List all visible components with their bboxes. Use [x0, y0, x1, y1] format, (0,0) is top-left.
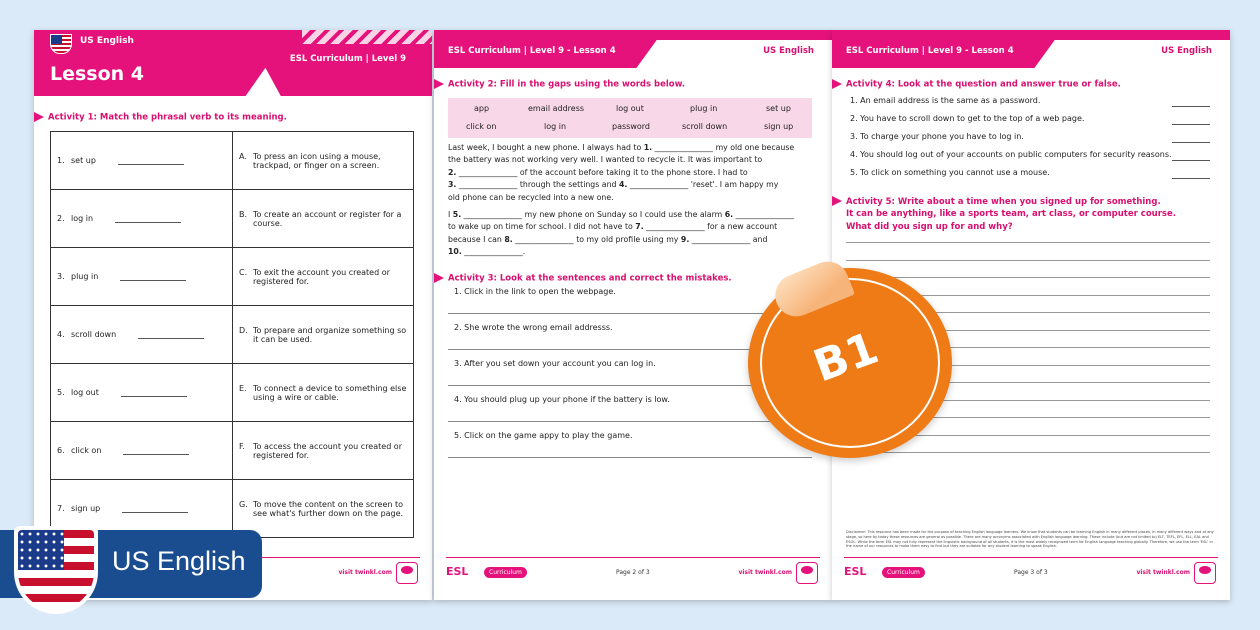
phrasal-verb-cell	[51, 306, 233, 364]
word-bank-item: log in	[544, 122, 567, 131]
word-bank-item: email address	[528, 104, 585, 113]
table-row	[51, 132, 414, 190]
footer-divider	[446, 557, 820, 558]
answer-line[interactable]	[122, 512, 188, 513]
definition-letter: B.	[239, 209, 248, 219]
item-number: 5.	[57, 388, 65, 397]
definition-cell	[233, 480, 414, 538]
triangle-bullet-icon	[34, 112, 44, 122]
item-number: 1.	[57, 156, 65, 165]
answer-line[interactable]	[448, 457, 812, 458]
definition-cell	[233, 248, 414, 306]
answer-line[interactable]	[120, 280, 186, 281]
activity-2-heading: Activity 2: Fill in the gaps using the words below.	[434, 79, 685, 90]
phrasal-verb: click on	[71, 446, 102, 455]
phrasal-verb-cell	[51, 132, 233, 190]
definition-text: To exit the account you created or registered for.	[253, 267, 390, 286]
page-number: Page 2 of 3	[616, 569, 650, 576]
header-stripes	[302, 30, 432, 44]
answer-line[interactable]	[448, 421, 812, 422]
phrasal-verb: log out	[71, 388, 99, 397]
table-row	[51, 364, 414, 422]
phrasal-verb-cell	[51, 248, 233, 306]
level-badge-text: B1	[807, 322, 885, 393]
table-row	[51, 422, 414, 480]
activity-1-heading: Activity 1: Match the phrasal verb to its meaning.	[34, 112, 287, 123]
word-bank-item: scroll down	[682, 122, 728, 131]
phrasal-verb: sign up	[71, 504, 101, 513]
definition-cell	[233, 422, 414, 480]
definition-cell	[233, 190, 414, 248]
definition-letter: D.	[239, 325, 248, 335]
activity-5-heading: Activity 5: Write about a time when you signed up for something. It can be anything, like a sports team, art class, or computer course. What did you sign up for and why?	[846, 197, 1176, 232]
answer-line[interactable]	[1172, 142, 1210, 143]
footer-url[interactable]: visit twinkl.com	[738, 569, 792, 576]
activity-3-heading: Activity 3: Look at the sentences and correct the mistakes.	[434, 273, 732, 284]
definition-text: To press an icon using a mouse, trackpad, or finger on a screen.	[253, 151, 381, 170]
answer-line[interactable]	[118, 164, 184, 165]
language-label: US English	[80, 36, 134, 46]
writing-line[interactable]	[846, 277, 1210, 278]
curriculum-pill: Curriculum	[484, 567, 527, 578]
triangle-bullet-icon	[434, 79, 444, 89]
item-number: 7.	[57, 504, 65, 513]
triangle-bullet-icon	[832, 79, 842, 89]
word-bank-item: set up	[766, 104, 791, 113]
item-number: 3.	[57, 272, 65, 281]
item-number: 6.	[57, 446, 65, 455]
phrasal-verb-cell	[51, 422, 233, 480]
disclaimer-text: Disclaimer: This resource has been made for the purpose of teaching English language learners. We know that students can be learning English in many different places, in many different ways and at any stage, so here by today these resources are general as possible. There are many acronyms associated with English language learning. These include (but are not limited to) ELT, TEFL, EFL, ELL, EAL and ESOL. While the term ESL may not fully represent the linguistic background of all students, it is the most widely recognized term for English language teaching globally. Therefore, we use the term 'ESL' in the name of our resources to make them easy to find but they are suitable for any student learning to speak English.	[846, 530, 1214, 549]
definition-letter: A.	[239, 151, 247, 161]
statement-item: 2. You have to scroll down to get to the top of a web page.	[850, 114, 1085, 123]
statement-item: 5. To click on something you cannot use a mouse.	[850, 168, 1050, 177]
sentence-item: 5. Click on the game appy to play the game.	[454, 431, 633, 440]
definition-cell	[233, 306, 414, 364]
definition-cell	[233, 132, 414, 190]
writing-line[interactable]	[846, 242, 1210, 243]
phrasal-verb: log in	[71, 214, 94, 223]
table-row	[51, 306, 414, 364]
answer-line[interactable]	[1172, 160, 1210, 161]
table-row	[51, 248, 414, 306]
answer-line[interactable]	[1172, 124, 1210, 125]
worksheet-page-1	[34, 30, 432, 600]
writing-line[interactable]	[846, 452, 1210, 453]
activity-4-heading: Activity 4: Look at the question and answer true or false.	[832, 79, 1121, 90]
page-header-title: ESL Curriculum | Level 9 - Lesson 4	[846, 46, 1014, 56]
definition-text: To move the content on the screen to see what's further down on the page.	[253, 499, 404, 518]
definition-text: To prepare and organize something so it can be used.	[253, 325, 407, 344]
page-number: Page 3 of 3	[1014, 569, 1048, 576]
sentence-item: 3. After you set down your account you can log in.	[454, 359, 656, 368]
definition-letter: G.	[239, 499, 248, 509]
word-bank-item: click on	[466, 122, 497, 131]
footer-divider	[844, 557, 1218, 558]
esl-logo: ESL	[844, 565, 867, 578]
definition-letter: F.	[239, 441, 245, 451]
answer-line[interactable]	[138, 338, 204, 339]
definition-letter: E.	[239, 383, 247, 393]
language-banner-text: US English	[112, 546, 246, 576]
level-badge	[748, 268, 952, 458]
definition-letter: C.	[239, 267, 248, 277]
phrasal-verb: plug in	[71, 272, 99, 281]
language-label: US English	[1161, 46, 1212, 56]
twinkl-logo-icon	[396, 562, 418, 584]
us-flag-icon	[50, 34, 72, 54]
answer-line[interactable]	[115, 222, 181, 223]
match-table	[50, 131, 414, 538]
sentence-item: 1. Click in the link to open the webpage.	[454, 287, 616, 296]
sentence-item: 2. She wrote the wrong email addresss.	[454, 323, 613, 332]
answer-line[interactable]	[448, 313, 812, 314]
answer-line[interactable]	[1172, 178, 1210, 179]
item-number: 2.	[57, 214, 65, 223]
sentence-item: 4. You should plug up your phone if the battery is low.	[454, 395, 670, 404]
statement-item: 3. To charge your phone you have to log in.	[850, 132, 1024, 141]
phrasal-verb: scroll down	[71, 330, 117, 339]
writing-line[interactable]	[846, 260, 1210, 261]
definition-cell	[233, 364, 414, 422]
word-bank-item: app	[474, 104, 490, 113]
table-row	[51, 190, 414, 248]
footer-url[interactable]: visit twinkl.com	[338, 569, 392, 576]
word-bank	[448, 98, 812, 138]
definition-text: To access the account you created or registered for.	[253, 441, 402, 460]
twinkl-logo-icon	[796, 562, 818, 584]
triangle-bullet-icon	[434, 273, 444, 283]
word-bank-item: plug in	[690, 104, 718, 113]
word-bank-item: password	[612, 122, 650, 131]
statement-item: 4. You should log out of your accounts on public computers for security reasons.	[850, 150, 1172, 159]
esl-logo: ESL	[446, 565, 469, 578]
fill-in-paragraph-2: I 5. _______________ my new phone on Sunday so I could use the alarm 6. _______________ to wake up on time for school. I did not have to 7. _______________ for a new account because I can 8. _______________ to my old profile using my 9. _______________ and 10. _______________.	[448, 210, 795, 257]
page-header-title: ESL Curriculum | Level 9 - Lesson 4	[448, 46, 616, 56]
item-number: 4.	[57, 330, 65, 339]
statement-item: 1. An email address is the same as a password.	[850, 96, 1041, 105]
us-flag-shield-icon	[14, 526, 98, 614]
definition-text: To create an account or register for a course.	[253, 209, 402, 228]
phrasal-verb-cell	[51, 190, 233, 248]
answer-line[interactable]	[123, 454, 189, 455]
answer-line[interactable]	[1172, 106, 1210, 107]
footer-url[interactable]: visit twinkl.com	[1136, 569, 1190, 576]
twinkl-logo-icon	[1194, 562, 1216, 584]
word-bank-item: log out	[616, 104, 644, 113]
fill-in-paragraph-1: Last week, I bought a new phone. I always had to 1. _______________ my old one because the battery was not working very well. I wanted to recycle it. It was important to 2. _______________ of the account before taking it to the phone store. I had to 3. _______________ through the settings and 4. _______________ 'reset'. I am happy my old phone can be recycled into a new one.	[448, 143, 795, 202]
phrasal-verb-cell	[51, 364, 233, 422]
activity-5-marker	[832, 196, 846, 207]
lesson-title: Lesson 4	[50, 63, 145, 85]
phrasal-verb: set up	[71, 156, 96, 165]
triangle-bullet-icon	[832, 196, 842, 206]
word-bank-item: sign up	[764, 122, 794, 131]
table-row	[51, 480, 414, 538]
language-label: US English	[763, 46, 814, 56]
curriculum-pill: Curriculum	[882, 567, 925, 578]
curriculum-label: ESL Curriculum | Level 9	[289, 54, 406, 64]
answer-line[interactable]	[121, 396, 187, 397]
definition-text: To connect a device to something else using a wire or cable.	[253, 383, 407, 402]
